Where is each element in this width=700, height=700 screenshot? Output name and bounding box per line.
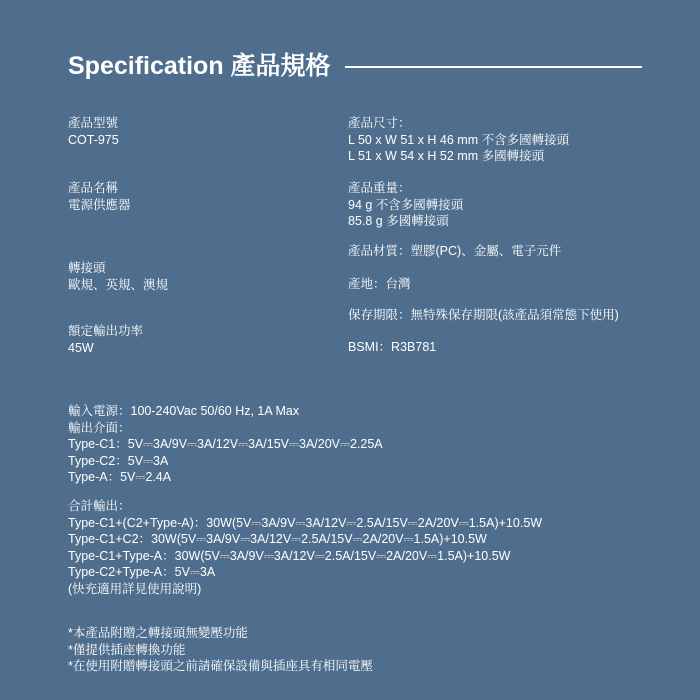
total-line: 合計輸出：: [68, 499, 131, 513]
note-line: *在使用附贈轉接頭之前請確保設備與插座具有相同電壓: [68, 659, 373, 673]
page-title: Specification 產品規格: [68, 52, 331, 80]
spec-name: [68, 180, 131, 213]
total-line: Type-C1+C2：30W(5V⎓3A/9V⎓3A/12V⎓2.5A/15V⎓2A/20V⎓1.5A)+10.5W: [68, 532, 487, 546]
io-line: 輸出介面：: [68, 420, 131, 435]
io-line: Type-A：5V⎓2.4A: [68, 470, 172, 484]
io-line: Type-C1：5V⎓3A/9V⎓3A/12V⎓3A/15V⎓3A/20V⎓2.25A: [68, 437, 383, 451]
spec-shelf-life: 保存期限：無特殊保存期限(該產品須常態下使用): [348, 308, 619, 322]
total-line: Type-C1+Type-A：30W(5V⎓3A/9V⎓3A/12V⎓2.5A/15V⎓2A/20V⎓1.5A)+10.5W: [68, 548, 511, 563]
total-line: Type-C2+Type-A：5V⎓3A: [68, 565, 216, 579]
spec-weight-label: 產品重量：: [348, 181, 411, 195]
spec-weight: [348, 180, 463, 230]
spec-power-label: 額定輸出功率: [68, 324, 144, 338]
total-line: Type-C1+(C2+Type-A)：30W(5V⎓3A/9V⎓3A/12V⎓2.5A/15V⎓2A/20V⎓1.5A)+10.5W: [68, 515, 543, 530]
spec-size: [348, 115, 569, 165]
note-line: *本產品附贈之轉接頭無變壓功能: [68, 626, 248, 640]
spec-power: [68, 323, 143, 356]
spec-size-line: L 51 x W 54 x H 52 mm 多國轉接頭: [348, 149, 545, 163]
spec-model-value: COT-975: [68, 132, 119, 147]
io-section: [68, 403, 383, 486]
spec-plug: [68, 260, 168, 293]
spec-power-value: 45W: [68, 340, 94, 355]
spec-material: 產品材質：塑膠(PC)、金屬、電子元件: [348, 244, 562, 258]
spec-plug-value: 歐規、英規、澳規: [68, 277, 169, 292]
spec-weight-line: 85.8 g 多國轉接頭: [348, 214, 449, 228]
spec-origin: 產地：台灣: [348, 277, 411, 291]
note-line: *僅提供插座轉換功能: [68, 642, 186, 657]
total-output-section: [68, 498, 542, 597]
title-divider: [345, 66, 642, 68]
spec-model-label: 產品型號: [68, 116, 119, 130]
spec-bsmi: BSMI：R3B781: [348, 340, 437, 354]
spec-size-label: 產品尺寸：: [348, 116, 411, 130]
io-line: Type-C2：5V⎓3A: [68, 453, 169, 468]
spec-model: [68, 115, 119, 148]
spec-plug-label: 轉接頭: [68, 261, 106, 275]
spec-weight-line: 94 g 不含多國轉接頭: [348, 197, 464, 212]
io-line: 輸入電源：100-240Vac 50/60 Hz, 1A Max: [68, 404, 300, 418]
header: [68, 46, 642, 86]
notes-section: [68, 625, 373, 675]
total-line: (快充適用詳見使用說明): [68, 581, 202, 596]
spec-name-label: 產品名稱: [68, 181, 119, 195]
spec-size-line: L 50 x W 51 x H 46 mm 不含多國轉接頭: [348, 132, 570, 147]
spec-name-value: 電源供應器: [68, 197, 131, 212]
